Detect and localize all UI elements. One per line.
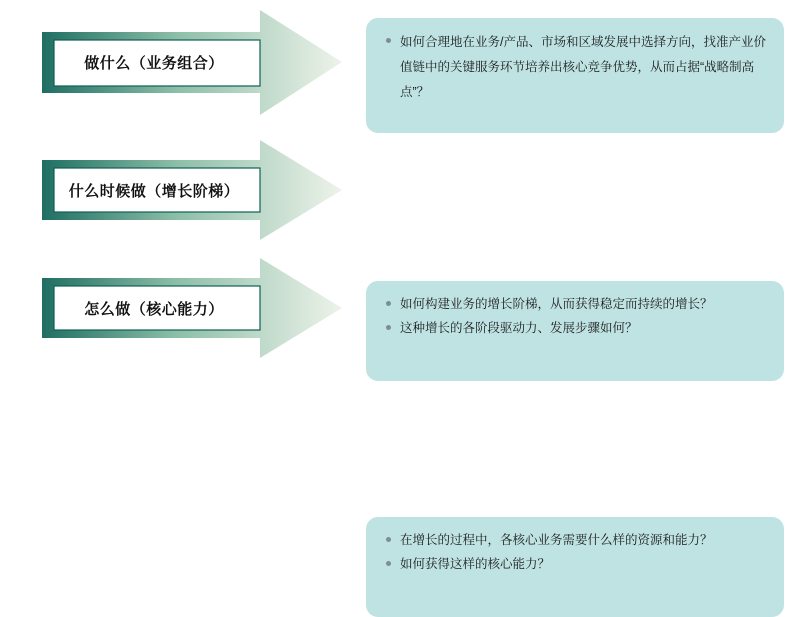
callout-bullet: 如何构建业务的增长阶梯，从而获得稳定而持续的增长？ — [384, 293, 768, 315]
arrow-shape-2 — [42, 140, 342, 240]
callout-box-1 — [366, 18, 784, 133]
arrow-label-1: 做什么（业务组合） — [84, 55, 224, 72]
arrow-shape-3 — [42, 258, 342, 358]
callout-box-3 — [366, 517, 784, 617]
arrow-label-2: 什么时候做（增长阶梯） — [68, 182, 240, 200]
callout-bullet: 如何获得这样的核心能力？ — [384, 553, 768, 575]
callout-bullet: 如何合理地在业务/产品、市场和区域发展中选择方向，找准产业价值链中的关键服务环节培养出核心竞争优势，从而占据“战略制高点”？ — [384, 30, 768, 105]
callout-bullet: 这种增长的各阶段驱动力、发展步骤如何？ — [384, 317, 768, 339]
arrow-label-3: 怎么做（核心能力） — [84, 300, 224, 318]
diagram-row — [0, 10, 800, 120]
diagram-row — [0, 258, 800, 571]
callout-bullet: 在增长的过程中，各核心业务需要什么样的资源和能力？ — [384, 529, 768, 551]
arrow-shape-1 — [42, 10, 342, 115]
